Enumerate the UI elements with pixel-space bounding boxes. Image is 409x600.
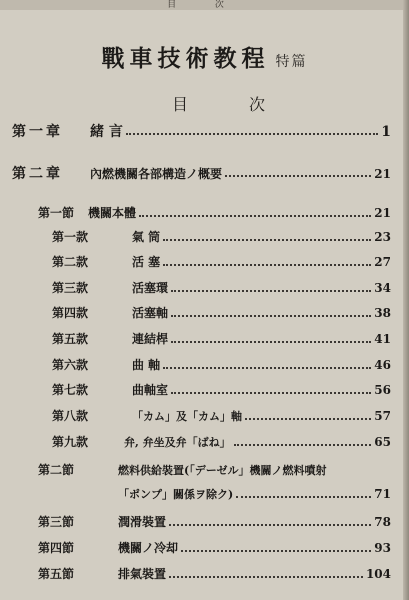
toc-entry-article-7 xyxy=(52,381,391,398)
entry-number: 第九款 xyxy=(52,435,89,449)
toc-entry-article-5 xyxy=(52,330,391,347)
entry-title: 潤滑裝置 xyxy=(118,515,167,529)
entry-title: 活 塞 xyxy=(132,255,161,269)
entry-page: 23 xyxy=(374,230,391,244)
dot-leader xyxy=(139,215,371,217)
entry-page: 41 xyxy=(374,332,391,346)
entry-number: 第一節 xyxy=(38,206,75,220)
entry-page: 104 xyxy=(365,567,391,581)
dot-leader xyxy=(171,341,371,343)
toc-entry-chapter-2 xyxy=(12,163,391,183)
toc-entry-section-4 xyxy=(38,539,391,556)
entry-number: 第四節 xyxy=(38,541,75,555)
toc-entry-article-2 xyxy=(52,253,391,270)
entry-title: 弁, 弁坐及弁「ばね」 xyxy=(124,436,231,449)
dot-leader xyxy=(163,264,371,266)
dot-leader xyxy=(169,576,363,578)
entry-title: 排氣裝置 xyxy=(118,567,167,581)
dot-leader xyxy=(171,290,371,292)
entry-title: 連結桿 xyxy=(132,332,169,346)
book-subtitle: 特篇 xyxy=(275,54,308,70)
entry-title: 燃料供給裝置(「デーゼル」機關ノ燃料噴射 xyxy=(118,464,327,477)
entry-number: 第一款 xyxy=(52,230,89,244)
entry-number: 第二節 xyxy=(38,463,75,477)
toc-entry-section-2 xyxy=(38,461,391,478)
entry-page: 38 xyxy=(374,306,391,320)
entry-page: 57 xyxy=(374,409,391,423)
entry-page: 46 xyxy=(374,358,391,372)
entry-title: 活塞軸 xyxy=(132,306,169,320)
entry-page: 78 xyxy=(374,515,391,529)
dot-leader xyxy=(163,239,371,241)
dot-leader xyxy=(171,315,371,317)
toc-entry-section-2-continued xyxy=(118,486,391,502)
entry-page: 56 xyxy=(374,383,391,397)
entry-page: 27 xyxy=(374,255,391,269)
entry-number: 第四款 xyxy=(52,306,89,320)
entry-page: 65 xyxy=(374,435,391,449)
entry-title: 「カム」及「カム」軸 xyxy=(132,410,242,423)
entry-page: 71 xyxy=(374,487,391,501)
entry-number: 第八款 xyxy=(52,409,89,423)
title-block xyxy=(0,40,409,73)
entry-number: 第五款 xyxy=(52,332,89,346)
entry-page: 34 xyxy=(374,281,391,295)
entry-title: 「ポンプ」關係ヲ除ク) xyxy=(118,488,234,501)
entry-page: 21 xyxy=(374,206,391,220)
toc-entry-section-1 xyxy=(38,204,391,221)
entry-title: 曲 軸 xyxy=(132,358,161,372)
toc-entry-article-8 xyxy=(52,407,391,424)
entry-number: 第三款 xyxy=(52,281,89,295)
entry-number: 第六款 xyxy=(52,358,89,372)
dot-leader xyxy=(171,392,371,394)
entry-page: 93 xyxy=(374,541,391,555)
dot-leader xyxy=(163,367,371,369)
entry-number: 第一章 xyxy=(12,124,63,140)
entry-title: 氣 筒 xyxy=(132,230,161,244)
entry-number: 第二章 xyxy=(12,166,63,182)
toc-entry-section-3 xyxy=(38,513,391,530)
entry-page: 21 xyxy=(374,167,391,181)
entry-title: 活塞環 xyxy=(132,281,169,295)
entry-number: 第五節 xyxy=(38,567,75,581)
dot-leader xyxy=(234,444,372,446)
entry-number: 第三節 xyxy=(38,515,75,529)
entry-title: 內燃機關各部構造ノ概要 xyxy=(90,167,223,181)
toc-entry-article-6 xyxy=(52,356,391,373)
entry-title: 曲軸室 xyxy=(132,383,169,397)
entry-page: 1 xyxy=(381,124,391,140)
entry-number: 第七款 xyxy=(52,383,89,397)
book-title: 戰車技術教程 xyxy=(101,45,270,72)
dot-leader xyxy=(169,524,371,526)
dot-leader xyxy=(225,175,371,177)
dot-leader xyxy=(181,550,371,552)
entry-title: 緒 言 xyxy=(90,124,123,140)
running-header: 目 次 xyxy=(0,0,409,10)
dot-leader xyxy=(236,496,371,498)
toc-entry-chapter-1 xyxy=(12,121,391,141)
page-edge-shadow xyxy=(403,0,409,600)
contents-heading: 目 次 xyxy=(171,95,294,114)
dot-leader xyxy=(245,418,371,420)
dot-leader xyxy=(126,133,378,135)
entry-title: 機關本體 xyxy=(88,206,137,220)
toc-entry-article-1 xyxy=(52,228,391,245)
toc-entry-section-5 xyxy=(38,565,391,582)
entry-number: 第二款 xyxy=(52,255,89,269)
toc-entry-article-3 xyxy=(52,279,391,296)
entry-title: 機關ノ冷却 xyxy=(118,541,179,555)
toc-entry-article-4 xyxy=(52,304,391,321)
toc-entry-article-9 xyxy=(52,433,391,450)
